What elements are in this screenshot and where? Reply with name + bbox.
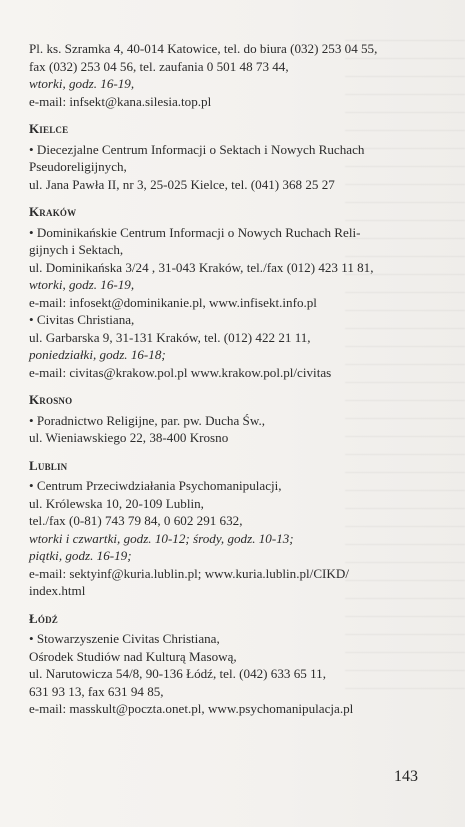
lublin-hours-1: wtorki i czwartki, godz. 10-12; środy, godz. 10-13; <box>29 530 294 546</box>
lodz-organization-continued: Ośrodek Studiów nad Kulturą Masową, <box>29 648 237 664</box>
intro-email: e-mail: infsekt@kana.silesia.top.pl <box>29 93 212 109</box>
kielce-organization: • Diecezjalne Centrum Informacji o Sektach i Nowych Ruchach <box>29 141 365 157</box>
krakow-hours-2: poniedziałki, godz. 16-18; <box>29 347 166 362</box>
lodz-organization: • Stowarzyszenie Civitas Christiana, <box>29 631 220 646</box>
intro-phone-fax: fax (032) 253 04 56, tel. zaufania 0 501 48 73 44, <box>29 58 289 74</box>
krosno-organization: • Poradnictwo Religijne, par. pw. Ducha Św., <box>29 412 265 428</box>
section-heading-krakow: Kraków <box>29 204 77 219</box>
section-heading-kielce: Kielce <box>29 121 69 136</box>
lublin-organization: • Centrum Przeciwdziałania Psychomanipulacji, <box>29 478 282 493</box>
krakow-organization-1: • Dominikańskie Centrum Informacji o Nowych Ruchach Reli- <box>29 224 361 240</box>
intro-address: Pl. ks. Szramka 4, 40-014 Katowice, tel. do biura (032) 253 04 55, <box>29 41 378 56</box>
intro-hours: wtorki, godz. 16-19, <box>29 76 135 91</box>
lublin-email-continued: index.html <box>29 583 86 598</box>
section-heading-lodz: Łódź <box>29 610 58 626</box>
lublin-hours-2: piątki, godz. 16-19; <box>29 548 132 563</box>
lodz-email: e-mail: masskult@poczta.onet.pl, www.psychomanipulacja.pl <box>29 701 354 716</box>
krakow-address-1: ul. Dominikańska 3/24 , 31-043 Kraków, tel./fax (012) 423 11 81, <box>29 259 374 275</box>
krakow-organization-2: • Civitas Christiana, <box>29 312 135 327</box>
section-heading-lublin: Lublin <box>29 457 68 473</box>
krakow-organization-1-continued: gijnych i Sektach, <box>29 242 124 257</box>
krakow-address-2: ul. Garbarska 9, 31-131 Kraków, tel. (012) 422 21 11, <box>29 329 311 345</box>
lublin-email: e-mail: sektyinf@kuria.lublin.pl; www.kuria.lublin.pl/CIKD/ <box>29 565 349 581</box>
lodz-phone-fax: 631 93 13, fax 631 94 85, <box>29 683 164 699</box>
krakow-email-2: e-mail: civitas@krakow.pol.pl www.krakow.pol.pl/civitas <box>29 364 332 380</box>
lodz-address: ul. Narutowicza 54/8, 90-136 Łódź, tel. (042) 633 65 11, <box>29 666 326 681</box>
directory-listing <box>29 40 424 718</box>
krakow-email-1: e-mail: infosekt@dominikanie.pl, www.infisekt.info.pl <box>29 294 317 310</box>
section-heading-krosno: Krosno <box>29 392 73 407</box>
krosno-address: ul. Wieniawskiego 22, 38-400 Krosno <box>29 430 229 445</box>
lublin-address: ul. Królewska 10, 20-109 Lublin, <box>29 495 204 511</box>
krakow-hours-1: wtorki, godz. 16-19, <box>29 277 135 292</box>
page-number: 143 <box>394 768 418 785</box>
kielce-address: ul. Jana Pawła II, nr 3, 25-025 Kielce, tel. (041) 368 25 27 <box>29 176 335 192</box>
kielce-organization-continued: Pseudoreligijnych, <box>29 159 127 174</box>
lublin-phone: tel./fax (0-81) 743 79 84, 0 602 291 632, <box>29 513 243 528</box>
